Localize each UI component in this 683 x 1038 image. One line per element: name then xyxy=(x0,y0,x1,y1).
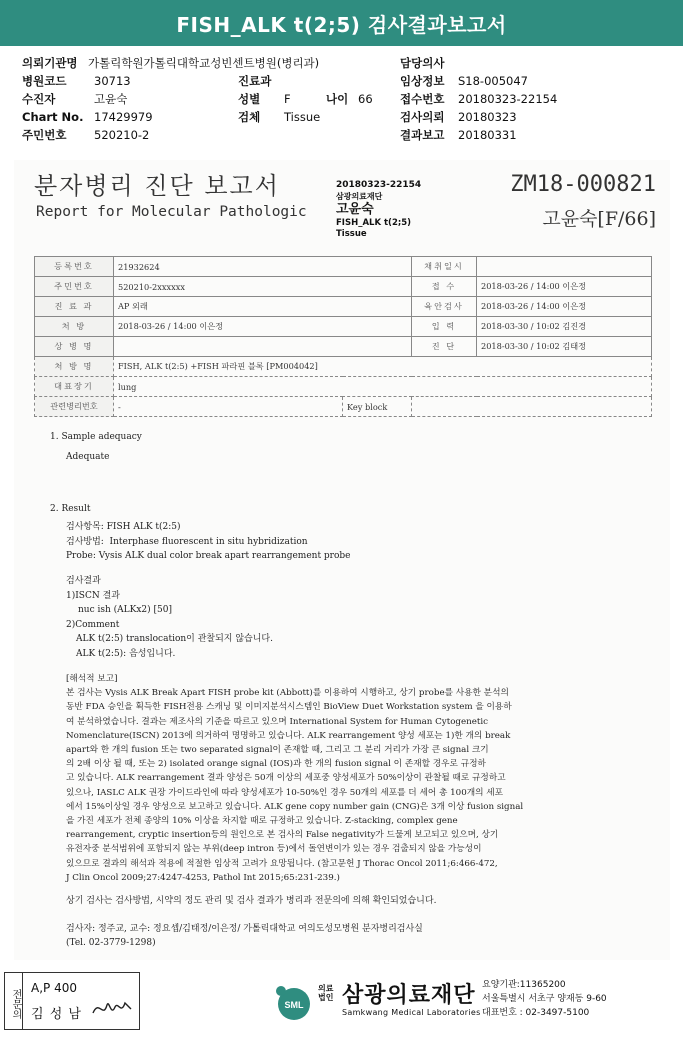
hdr-dept: 진료과 xyxy=(238,74,272,88)
hdr-client: 의뢰기관명 가톨릭학원가톨릭대학교성빈센트병원(병리과) xyxy=(22,56,320,70)
hdr-patient: 수진자 고윤숙 xyxy=(22,92,128,106)
report-title-en: Report for Molecular Pathologic xyxy=(36,204,307,220)
org-name-en: Samkwang Medical Laboratories xyxy=(342,1008,481,1017)
report-title: FISH_ALK t(2;5) 검사결과보고서 xyxy=(176,12,507,37)
lab-phone: (Tel. 02-3779-1298) xyxy=(66,938,156,948)
section-sample-adequacy: 1. Sample adequacy xyxy=(50,432,142,442)
signer-name: 김 성 남 xyxy=(31,1007,82,1022)
footer xyxy=(0,966,683,1038)
sml-logo-icon xyxy=(272,982,316,1026)
interpretive-report: [해석적 보고] 본 검사는 Vysis ALK Break Apart FISH probe kit (Abbott)를 이용하여 시행하고, 상기 probe를 사용한 분석의 동반 FDA 승인을 획득한 FISH전용 스캐닝 및 이미지분석시스템인 BioView Duet Workstation system 을 이용하 여 분석하였습니다. 결과는 제조사의 기준을 따르고 있으며 International System for Human Cytogenetic Nomenclature(ISCN) 2013에 의거하여 명명하고 있습니다. ALK rearrangement 양성 세포는 1)한 개의 break apart와 한 개의 fusion 또는 two separated signal이 존재할 때, 그리고 그 분리 거리가 가장 큰 signal 크기 의 2배 이상 될 때, 또는 2) isolated orange signal (IOS)과 한 개의 fusion signal 이 존재할 경우로 규정하 고 있습니다. ALK rearrangement 결과 양성은 50개 이상의 세포중 양성세포가 50%이상이 관찰될 때로 규정하고 있으나, IASLC ALK 권장 가이드라인에 따라 양성세포가 10-50%인 경우 50개의 세포를 더 세어 총 100개의 세포 에서 15%이상일 경우 양성으로 보고하고 있습니다. ALK gene copy number gain (CNG)은 3개 이상 fusion signal 을 가진 세포가 전체 종양의 10% 이상을 차지할 때로 규정하고 있습니다. Z-stacking, complex gene rearrangement, cryptic insertion등의 원인으로 본 검사의 False negativity가 드물게 보고되고 있으며, 상기 유전자중 분석범위에 포함되지 않는 부위(deep intron 등)에서 돌연변이가 있는 경우 검출되지 않을 가능성이 있으므로 결과의 해석과 적용에 적절한 임상적 고려가 요망됩니다. (참고문헌 J Thorac Oncol 2011;6:466-472, J Clin Oncol 2009;27:4247-4253, Pathol Int 2015;65:231-239.) xyxy=(66,674,524,883)
verification-note: 상기 검사는 검사방법, 시약의 정도 관리 및 검사 결과가 병리과 전문의에 의해 확인되었습니다. xyxy=(66,896,437,906)
hdr-sex-age: 성별 F 나이 66 xyxy=(238,92,373,106)
hdr-reported: 결과보고 20180331 xyxy=(400,128,517,142)
hdr-chart: Chart No. 17429979 xyxy=(22,110,153,124)
patient-label: 고윤숙[F/66] xyxy=(542,208,656,230)
specialist-label: 전문의 xyxy=(5,973,23,1029)
info-table: 등록번호 21932624 채취일시 주민번호 520210-2xxxxxx 접 수 2018-03-26 / 14:00 이은정 진 료 과 AP 외래 육안검사 2018-03-26 / 14:00 이은정 처 방 2018-03-26 / 14:00 이은정 입 력 2018-03-30 / 10:02 김진경 상 병 명 진 단 2018-03-30 / 10:02 김태정 처 방 명 FISH, ALK t(2:5) +FISH 파라핀 블록 [PM004042] 대표장기 lung 관련병리번호 - Key block xyxy=(34,256,652,417)
ap-number: A,P 400 xyxy=(31,981,77,995)
report-title-ko: 분자병리 진단 보고서 xyxy=(34,172,280,200)
hdr-requested: 검사의뢰 20180323 xyxy=(400,110,517,124)
hdr-clinical: 임상정보 S18-005047 xyxy=(400,74,528,88)
result-details: 검사결과 1)ISCN 결과 nuc ish (ALKx2) [50] 2)Comment ALK t(2:5) translocation이 관찰되지 않습니다. ALK t(2:5): 음성입니다. xyxy=(66,576,273,659)
specimen-label: 20180323-22154 삼광의료재단 고윤숙 FISH_ALK t(2;5) Tissue xyxy=(336,180,422,239)
signature-box xyxy=(4,972,140,1030)
header-info xyxy=(0,46,683,154)
section-result: 2. Result xyxy=(50,504,91,514)
hdr-doctor: 담당의사 xyxy=(400,56,445,70)
hdr-accession: 접수번호 20180323-22154 xyxy=(400,92,558,106)
scanned-report xyxy=(14,160,670,960)
sample-adequacy-value: Adequate xyxy=(66,452,110,462)
org-contact: 요양기관:11365200 서울특별시 서초구 양재동 9-60 대표번호 : 02-3497-5100 xyxy=(482,980,607,1018)
hdr-ssn: 주민번호 520210-2 xyxy=(22,128,150,142)
org-name: 삼광의료재단 xyxy=(342,983,476,1008)
staff-line: 검사자: 정주교, 교수: 정요셉/김태정/이은정/ 가톨릭대학교 여의도성모병원 분자병리검사실 xyxy=(66,924,423,934)
report-number: ZM18-000821 xyxy=(510,172,656,197)
signature-image xyxy=(91,995,133,1021)
report-title-bar xyxy=(0,0,683,46)
result-block: 검사항목: FISH ALK t(2:5) 검사방법: Interphase fluorescent in situ hybridization Probe: Vysis ALK dual color break apart rearrangement probe xyxy=(66,522,351,562)
corp-label: 의료법인 xyxy=(318,984,334,1002)
svg-text:SML: SML xyxy=(284,1000,304,1010)
hdr-hospcode: 병원코드 30713 xyxy=(22,74,131,88)
hdr-specimen: 검체 Tissue xyxy=(238,110,321,124)
